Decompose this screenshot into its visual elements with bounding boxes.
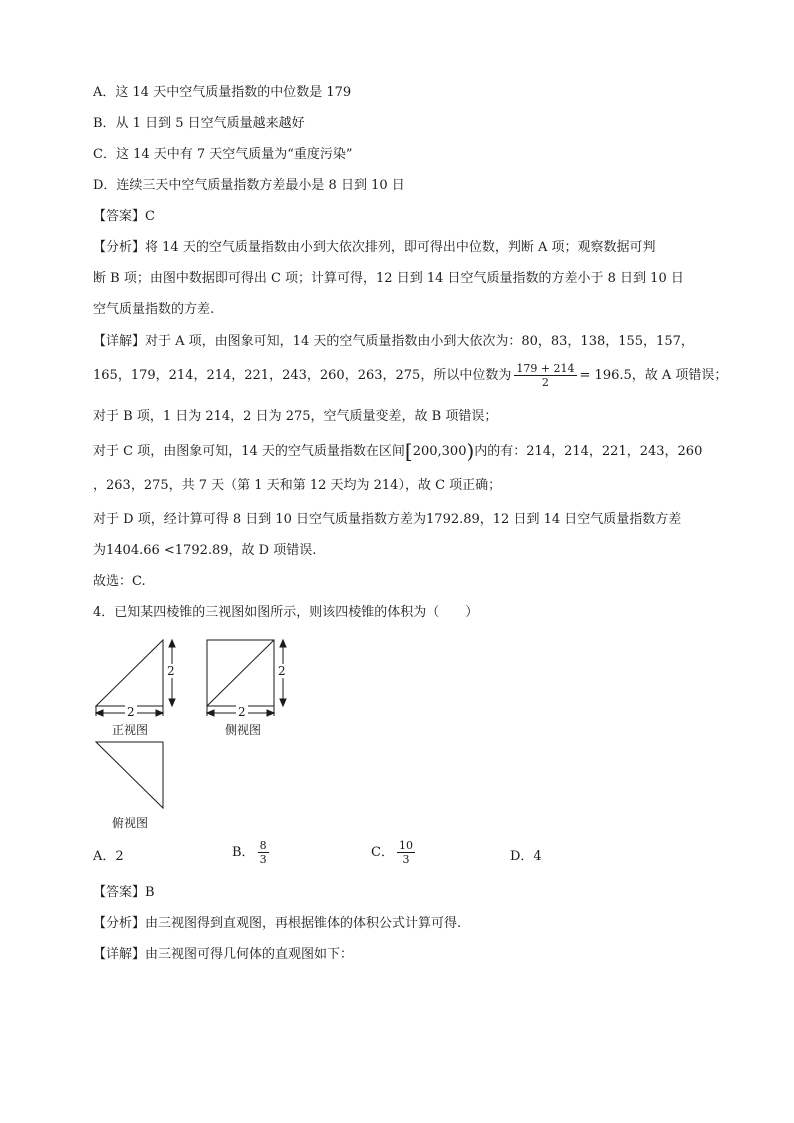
q3-detail-line-1 [93, 333, 694, 351]
q4-option-a: A．2 [93, 849, 124, 864]
q4-option-d: D．4 [510, 849, 542, 864]
front-view-width-label: 2 [127, 705, 135, 719]
detail-tag: 【详解】 [93, 334, 146, 349]
detail-tag: 【详解】 [93, 947, 146, 962]
interval-value: 200,300 [412, 444, 467, 459]
front-view-label: 正视图 [112, 723, 149, 737]
q4-detail [93, 946, 353, 964]
median-fraction-numerator: 179 + 214 [516, 362, 575, 375]
side-view-height-label: 2 [278, 664, 286, 678]
detail-text-2-pre: 165，179，214，214，221，243，260，263，275，所以中位数为 [93, 368, 512, 383]
answer-tag: 【答案】 [93, 885, 146, 900]
q3-detail-line-2 [93, 362, 727, 389]
answer-value: C [145, 209, 155, 224]
analysis-text-1: 将 14 天的空气质量指数由小到大依次排列，即可得出中位数，判断 A 项；观察数据可判 [145, 240, 656, 255]
q3-option-a: A．这 14 天中空气质量指数的中位数是 179 [93, 85, 352, 100]
q3-analysis-line-2: 断 B 项；由图中数据即可得出 C 项；计算可得，12 日到 14 日空气质量指数的方差小于 8 日到 10 日 [93, 271, 684, 286]
answer-tag: 【答案】 [93, 209, 146, 224]
q4-option-b-fraction [258, 839, 269, 866]
side-view-width-label: 2 [238, 705, 246, 719]
q3-detail-line-4 [93, 439, 703, 463]
q3-detail-line-3: 对于 B 项，1 日为 214，2 日为 275，空气质量变差，故 B 项错误； [93, 409, 498, 424]
q3-detail-line-6: 对于 D 项，经计算可得 8 日到 10 日空气质量指数方差为1792.89，12 日到 14 日空气质量指数方差 [93, 512, 682, 527]
q4-option-c-prefix: C． [371, 845, 394, 860]
interval: [200,300) [404, 439, 475, 463]
q3-analysis-line-3: 空气质量指数的方差. [93, 302, 215, 317]
q4-analysis [93, 915, 461, 933]
q4-answer [93, 884, 155, 902]
side-view-diagonal [207, 640, 274, 706]
answer-value: B [145, 885, 155, 900]
detail-text-2-post: = 196.5，故 A 项错误； [579, 368, 728, 383]
side-view-figure [203, 636, 299, 720]
q4-option-b [232, 839, 272, 866]
q4-stem: 4．已知某四棱锥的三视图如图所示，则该四棱锥的体积为（ ） [93, 605, 479, 620]
q4-option-b-denominator: 3 [259, 853, 267, 866]
q3-option-d: D．连续三天中空气质量指数方差最小是 8 日到 10 日 [93, 178, 405, 193]
q3-choose: 故选：C. [93, 574, 146, 589]
side-view-label: 侧视图 [225, 723, 262, 737]
detail-text: 由三视图可得几何体的直观图如下： [145, 947, 354, 962]
median-fraction [514, 362, 576, 389]
q4-option-c-fraction [397, 839, 415, 866]
q3-option-c: C．这 14 天中有 7 天空气质量为“重度污染” [93, 147, 353, 162]
top-view-figure [92, 738, 172, 814]
q3-detail-line-7: 为1404.66 <1792.89，故 D 项错误. [93, 543, 317, 558]
q4-option-c-numerator: 10 [398, 839, 413, 852]
q3-answer [93, 208, 155, 226]
top-view-label: 俯视图 [112, 816, 149, 830]
analysis-tag: 【分析】 [93, 916, 146, 931]
front-view-figure [92, 636, 188, 720]
q4-option-b-prefix: B． [232, 845, 255, 860]
detail-text-1: 对于 A 项，由图象可知，14 天的空气质量指数由小到大依次为：80，83，138，155，157， [145, 334, 694, 349]
q3-analysis-line-1 [93, 239, 655, 257]
top-view-triangle [96, 742, 163, 808]
front-view-triangle [96, 640, 163, 706]
q4-option-b-numerator: 8 [259, 839, 267, 852]
q3-detail-line-5: ，263，275，共 7 天（第 1 天和第 12 天均为 214），故 C 项正确； [93, 478, 502, 493]
front-view-height-label: 2 [167, 664, 175, 678]
analysis-tag: 【分析】 [93, 240, 146, 255]
analysis-text: 由三视图得到直观图，再根据锥体的体积公式计算可得. [145, 916, 462, 931]
q4-option-c [371, 839, 418, 866]
detail-text-4-post: 内的有：214，214，221，243，260 [474, 444, 703, 459]
median-fraction-denominator: 2 [541, 376, 549, 389]
q3-option-b: B．从 1 日到 5 日空气质量越来越好 [93, 116, 305, 131]
q4-option-c-denominator: 3 [402, 853, 410, 866]
detail-text-4-pre: 对于 C 项，由图象可知，14 天的空气质量指数在区间 [93, 444, 405, 459]
